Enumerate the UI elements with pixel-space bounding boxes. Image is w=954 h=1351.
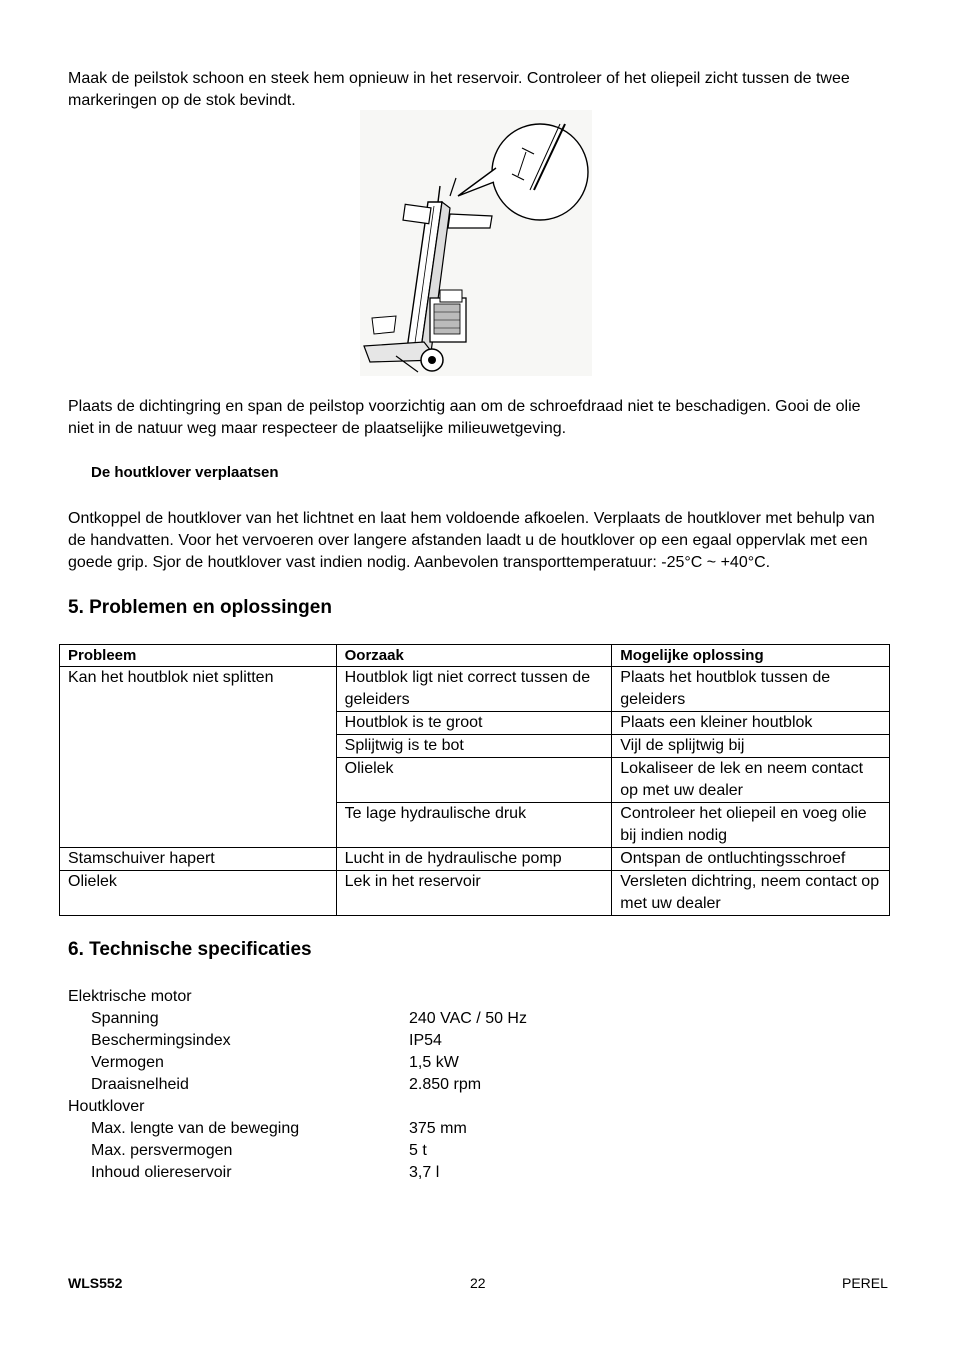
solution-cell: Ontspan de ontluchtingsschroef	[612, 848, 890, 871]
solution-cell: Plaats het houtblok tussen de geleiders	[612, 667, 890, 712]
problem-cell: Kan het houtblok niet splitten	[60, 667, 337, 848]
spec-value: 240 VAC / 50 Hz	[409, 1010, 527, 1027]
cause-cell: Lucht in de hydraulische pomp	[336, 848, 612, 871]
spec-value: 375 mm	[409, 1120, 467, 1137]
section-5-title: 5. Problemen en oplossingen	[68, 597, 332, 618]
table-row	[60, 667, 890, 712]
header-solution: Mogelijke oplossing	[612, 645, 890, 667]
cause-cell: Te lage hydraulische druk	[336, 803, 612, 848]
solution-cell: Lokaliseer de lek en neem contact op met uw dealer	[612, 758, 890, 803]
header-problem: Probleem	[60, 645, 337, 667]
spec-label: Inhoud oliereservoir	[91, 1164, 232, 1181]
solution-cell: Versleten dichtring, neem contact op met uw dealer	[612, 871, 890, 916]
header-cause: Oorzaak	[336, 645, 612, 667]
moving-paragraph: Ontkoppel de houtklover van het lichtnet en laat hem voldoende afkoelen. Verplaats de houtklover met behulp van de handvatten. Voor het vervoeren over langere afstanden laadt u de houtklover op een egaal oppervlak met een goede grip. Sjor de houtklover vast indien nodig. Aanbevolen transporttemperatuur: -25°C ~ +40°C.	[68, 510, 875, 571]
cause-cell: Houtblok ligt niet correct tussen de geleiders	[336, 667, 612, 712]
spec-label: Max. lengte van de beweging	[91, 1120, 300, 1137]
section-6-title: 6. Technische specificaties	[68, 939, 312, 960]
footer-model: WLS552	[68, 1275, 123, 1291]
spec-label: Max. persvermogen	[91, 1142, 233, 1159]
spec-label: Draaisnelheid	[91, 1076, 189, 1093]
spec-label: Spanning	[91, 1010, 159, 1027]
cause-cell: Olielek	[336, 758, 612, 803]
cause-cell: Splijtwig is te bot	[336, 735, 612, 758]
spec-label: Vermogen	[91, 1054, 164, 1071]
intro-paragraph: Maak de peilstok schoon en steek hem opnieuw in het reservoir. Controleer of het oliepeil zicht tussen de twee markeringen op de stok bevindt.	[68, 70, 850, 109]
log-splitter-dipstick-illustration	[360, 110, 592, 376]
cause-cell: Lek in het reservoir	[336, 871, 612, 916]
seal-paragraph: Plaats de dichtingring en span de peilstop voorzichtig aan om de schroefdraad niet te beschadigen. Gooi de olie niet in de natuur weg maar respecteer de plaatselijke milieuwetgeving.	[68, 398, 861, 437]
spec-value: IP54	[409, 1032, 442, 1049]
problem-cell: Stamschuiver hapert	[60, 848, 337, 871]
spec-value: 1,5 kW	[409, 1054, 459, 1071]
spec-value: 3,7 l	[409, 1164, 440, 1181]
table-row	[60, 871, 890, 916]
spec-group-splitter: Houtklover	[68, 1098, 145, 1115]
moving-heading: De houtklover verplaatsen	[91, 464, 279, 481]
cause-cell: Houtblok is te groot	[336, 712, 612, 735]
spec-value: 2.850 rpm	[409, 1076, 482, 1093]
solution-cell: Controleer het oliepeil en voeg olie bij indien nodig	[612, 803, 890, 848]
solution-cell: Vijl de splijtwig bij	[612, 735, 890, 758]
table-header-row	[60, 645, 890, 667]
table-row	[60, 848, 890, 871]
spec-group-motor: Elektrische motor	[68, 988, 192, 1005]
troubleshooting-table	[59, 644, 890, 916]
problem-cell: Olielek	[60, 871, 337, 916]
spec-label: Beschermingsindex	[91, 1032, 231, 1049]
solution-cell: Plaats een kleiner houtblok	[612, 712, 890, 735]
footer-page-number: 22	[470, 1275, 486, 1291]
footer-brand: PEREL	[842, 1275, 888, 1291]
spec-value: 5 t	[409, 1142, 427, 1159]
